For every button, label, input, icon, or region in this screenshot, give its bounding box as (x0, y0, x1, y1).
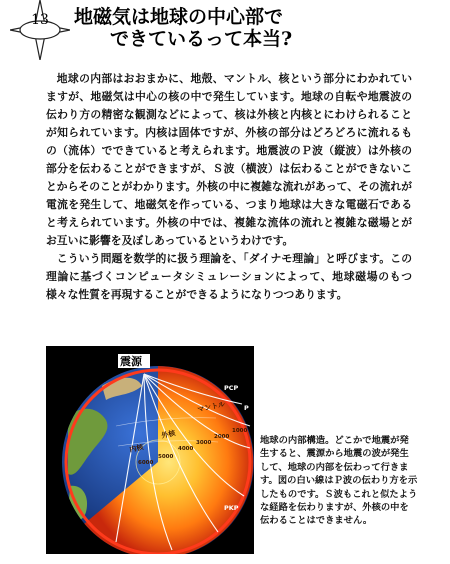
depth-label-6000: 6000 (138, 460, 154, 466)
earth-cutaway-illustration (46, 346, 254, 554)
depth-label-2000: 2000 (214, 434, 230, 440)
figure-caption: 地球の内部構造。どこかで地震が発生すると、震源から地震の波が発生して、地球の内部を伝わって行きます。図の白い線はＰ波の伝わり方を示したものです。Ｓ波もこれと似たような経路を伝わりますが、外核の中を伝わることはできません。 (260, 435, 418, 527)
wave-label-pcp: PCP (224, 384, 239, 392)
depth-label-4000: 4000 (178, 446, 194, 452)
body-text (46, 70, 412, 304)
wave-label-pkp: PKP (224, 504, 239, 512)
title-line-2: できているって本当? (110, 28, 293, 50)
body-paragraph-2: こういう問題を数学的に扱う理論を、「ダイナモ理論」と呼びます。この理論に基づくコンピュータシミュレーションによって、地球磁場のもつ様々な性質を再現することができるようになりつつあります。 (46, 252, 412, 301)
section-number: 13 (31, 12, 49, 28)
section-header (0, 0, 450, 70)
wave-label-p: P (244, 404, 249, 412)
layer-label-outer-core: 外核 (160, 429, 177, 440)
layer-label-inner-core: 内核 (128, 443, 145, 454)
compass-star-icon (10, 0, 70, 60)
depth-label-3000: 3000 (196, 440, 212, 446)
body-paragraph-1: 地球の内部はおおまかに、地殻、マントル、核という部分にわかれていますが、地磁気は中心の核の中で発生しています。地球の自転や地震波の伝わり方の精密な観測などによって、核は外核と内核とにわけられることが知られています。内核は固体ですが、外核の部分はどろどろに流れるもの（流体）でできていると考えられます。地震波のＰ波（縦波）は外核の部分を伝わることができますが、Ｓ波（横波）は伝わることができないことからそのことがわかります。外核の中に複雑な流れがあって、その流れが電流を発生して、地磁気を作っている、つまり地球は大きな電磁石であると考えられています。外核の中では、複雑な流体の流れと複雑な磁場とがお互いに影響を及ぼしあっているというわけです。 (46, 72, 412, 247)
depth-label-1000: 1000 (232, 428, 248, 434)
page-title (74, 6, 434, 50)
title-line-1: 地磁気は地球の中心部で (74, 6, 284, 28)
earth-structure-figure (46, 346, 254, 554)
layer-label-mantle: マントル (196, 400, 226, 414)
source-label: 震源 (120, 355, 142, 368)
depth-label-5000: 5000 (158, 454, 174, 460)
